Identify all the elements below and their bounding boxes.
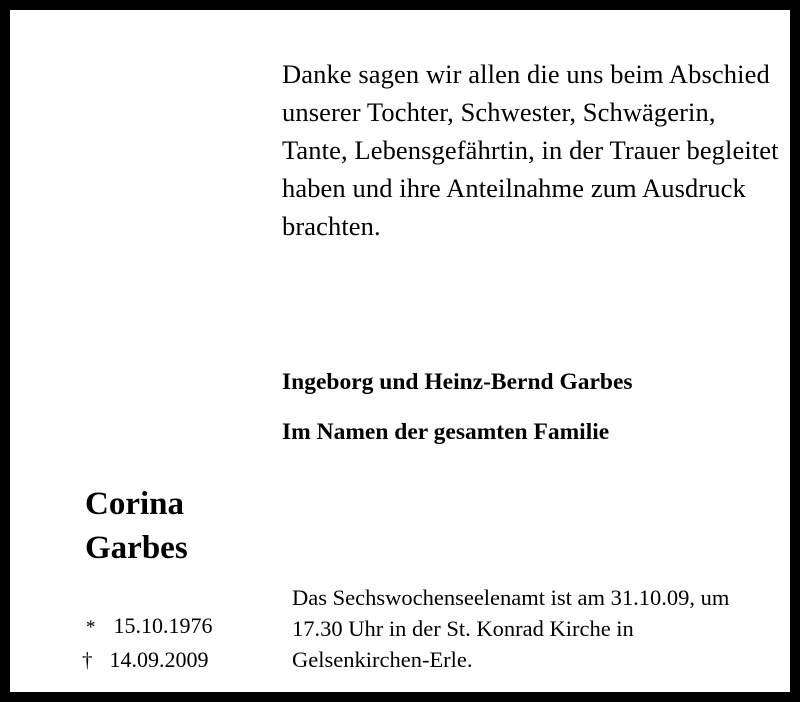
deceased-last-name: Garbes <box>85 530 188 566</box>
deceased-name <box>85 482 280 570</box>
death-cross-icon: † <box>82 648 93 672</box>
memorial-service-note: Das Sechswochenseelenamt ist am 31.10.09, um 17.30 Uhr in der St. Konrad Kirche in Gelsenkirchen-Erle. <box>292 585 730 672</box>
birth-star-icon: * <box>86 617 96 638</box>
border-left <box>0 0 10 702</box>
birth-date-row <box>82 610 282 644</box>
deceased-first-name: Corina <box>85 486 184 522</box>
signature-block <box>282 362 782 452</box>
border-top <box>0 0 800 10</box>
border-bottom <box>0 692 800 702</box>
signature-names: Ingeborg und Heinz-Bernd Garbes <box>282 369 633 395</box>
notice-body <box>10 10 790 692</box>
death-date-row <box>82 644 282 676</box>
signature-family: Im Namen der gesamten Familie <box>282 419 610 445</box>
birth-date: 15.10.1976 <box>113 613 213 638</box>
life-dates <box>82 610 282 676</box>
thank-you-text: Danke sagen wir allen die uns beim Abschied unserer Tochter, Schwester, Schwägerin, Tante, Lebensgefährtin, in der Trauer begleitet haben und ihre Anteilnahme zum Ausdruck brachten. <box>282 59 779 241</box>
border-right <box>790 0 800 702</box>
death-date: 14.09.2009 <box>109 647 209 672</box>
